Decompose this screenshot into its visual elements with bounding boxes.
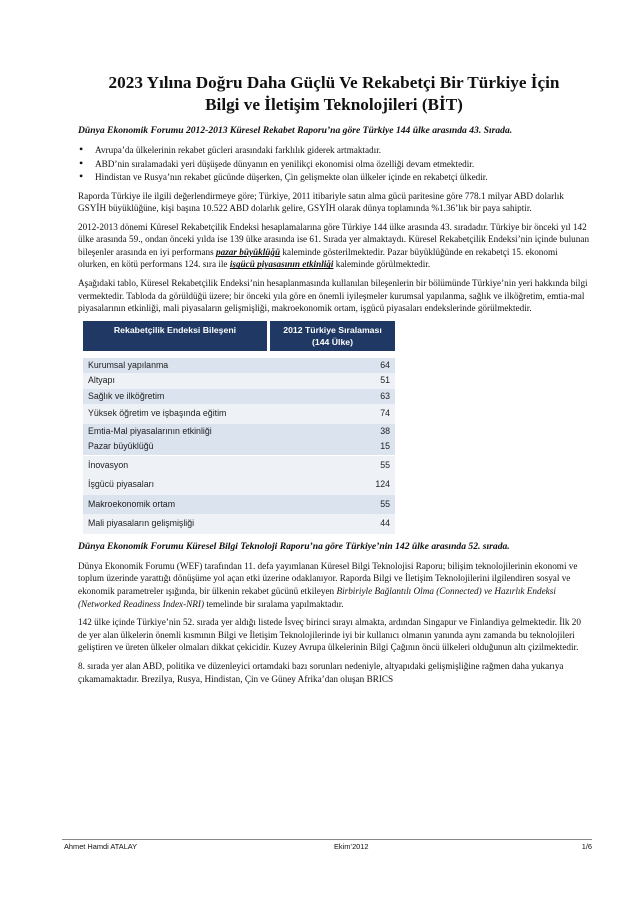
- row-label: Mali piyasaların gelişmişliği: [83, 514, 270, 534]
- page-footer: [62, 842, 592, 856]
- section-heading-it-report: Dünya Ekonomik Forumu Küresel Bilgi Teknoloji Raporu’na göre Türkiye’nin 142 ülke arasında 52. sırada.: [78, 540, 510, 552]
- row-label: Makroekonomik ortam: [83, 495, 270, 515]
- table-row: [83, 439, 395, 456]
- row-label: Yüksek öğretim ve işbaşında eğitim: [83, 404, 270, 424]
- competitiveness-table: [83, 321, 395, 534]
- footer-divider: [62, 839, 592, 840]
- row-label: İnovasyon: [83, 456, 270, 476]
- table-row: [83, 424, 395, 440]
- paragraph-text: kaleminde görülmektedir.: [333, 259, 431, 270]
- row-value: 44: [270, 514, 395, 534]
- emphasis-nri: Birbiriyle Bağlantılı Olma (Connected) ve Hazırlık Endeksi (Networked Readiness Index-NRI): [78, 586, 556, 609]
- row-label: Altyapı: [83, 373, 270, 389]
- table-row: [83, 456, 395, 476]
- row-label: Kurumsal yapılanma: [83, 358, 270, 374]
- section-heading-competitiveness: Dünya Ekonomik Forumu 2012-2013 Küresel Rekabet Raporu’na göre Türkiye 144 ülke arasında 43. Sırada.: [78, 125, 513, 136]
- row-value: 51: [270, 373, 395, 389]
- table-header: [83, 321, 395, 351]
- paragraph-wef-report: [78, 560, 590, 610]
- paragraph-ranking: [78, 221, 590, 271]
- bullet-item: • Avrupa’da ülkelerinin rekabet gücleri arasındaki farklılık giderek artmaktadır.: [78, 144, 590, 158]
- paragraph-gdp: Raporda Türkiye ile ilgili değerlendirmeye göre; Türkiye, 2011 itibariyle satın alma gücü paritesine göre 778.1 milyar ABD dolarlık GSYİH büyüklüğüne, kişi başına 10.522 ABD dolarlık gelire, GSYİH olarak dünya toplamında %1.36’lık bir paya sahiptir.: [78, 190, 564, 214]
- column-header-component: Rekabetçilik Endeksi Bileşeni: [83, 321, 270, 351]
- row-label: Sağlık ve ilköğretim: [83, 389, 270, 405]
- paragraph-text: Dünya Ekonomik Forumu (WEF) tarafından 11. defa yayımlanan Küresel Bilgi Teknolojisi Raporu; bilişim teknolojilerinin ekonomi ve toplum üzerinde yarattığı dönüşüme yol açan etki üzerine odaklanıyor. Raporda Bilgi ve İletişim Teknolojilerini ilgilendiren sosyal ve ekonomik parametreler ışığında, bir ülkenin rekabet gücünü etkileyen: [78, 560, 578, 597]
- row-label: Pazar büyüklüğü: [83, 439, 270, 456]
- bullet-item: • Hindistan ve Rusya’nın rekabet gücünde düşerken, Çin gelişmekte olan ülkeler içinde en rekabetçi ülkedir.: [78, 171, 590, 185]
- paragraph-text: kaleminde gösterilmektedir. Pazar büyüklüğünde en rekabetçi 15. ekonomi olurken, en kötü performans 124. sıra ile: [78, 246, 558, 270]
- row-value: 15: [270, 439, 395, 456]
- table-row: [83, 358, 395, 374]
- row-value: 63: [270, 389, 395, 405]
- row-label: Emtia-Mal piyasalarının etkinliği: [83, 424, 270, 440]
- bullet-item: • ABD’nin sıralamadaki yeri düşüşede dünyanın en yenilikçi ekonomisi olma özelliği devam etmektedir.: [78, 158, 590, 172]
- paragraph-rankings-list: 142 ülke içinde Türkiye’nin 52. sırada yer aldığı listede İsveç birinci sırayı almakta, ardından Singapur ve Finlandiya gelmektedir. İlk 20 de yer alan ülkelerin önemli kısmının Bilgi ve İletişim Teknolojilerinde iyi bir kullanıcı olmanın yanında aynı zamanda bu teknolojileri geliştiren ve üreten ülkeler olmaları dikkat çekicidir. Kuzey Avrupa ülkelerinin Bilgi Çağının öncü ülkeleri olduğunun altı çizilmektedir.: [78, 617, 581, 653]
- column-header-ranking-line2: (144 Ülke): [311, 336, 354, 347]
- row-value: 124: [270, 475, 395, 495]
- column-header-ranking: [270, 321, 395, 351]
- paragraph-text: temelinde bir sıralama yapılmaktadır.: [204, 598, 344, 609]
- title-line-2: Bilgi ve İletişim Teknolojileri (BİT): [205, 95, 463, 114]
- paragraph-table-intro: Aşağıdaki tablo, Küresel Rekabetçilik Endeksi’nin hesaplanmasında kullanılan bileşenlerin bir bölümünde Türkiye’nin yeri hakkında bilgi vermektedir. Tabloda da görüldüğü üzere; bir önceki yıla göre en önemli iyileşmeler kurumsal yapılanma, sağlık ve ilköğretim, emtia-mal piyasalarının etkinliği, mali piyasaların gelişmişliği, makroekonomik ortam, işgücü piyasaları endekslerinde görülmektedir.: [78, 278, 588, 314]
- row-value: 55: [270, 495, 395, 515]
- table-row: [83, 389, 395, 405]
- document-title: [78, 72, 590, 116]
- table-row: [83, 404, 395, 424]
- row-label: İşgücü piyasaları: [83, 475, 270, 495]
- footer-author: Ahmet Hamdi ATALAY: [64, 842, 138, 851]
- emphasis-labor-market: işgücü piyasasının etkinliği: [229, 259, 334, 270]
- bullet-list: [78, 144, 590, 185]
- footer-date: Ekim’2012: [334, 842, 369, 851]
- table-row: [83, 475, 395, 495]
- document-page: [78, 72, 590, 691]
- paragraph-usa-brics: 8. sırada yer alan ABD, politika ve düzenleyici ortamdaki bazı sorunları nedeniyle, altyapıdaki gelişmişliğine rağmen daha yukarıya çıkamamaktadır. Brezilya, Rusya, Hindistan, Çin ve Güney Afrika’dan oluşan BRICS: [78, 661, 564, 684]
- paragraph-text: 2012-2013 dönemi Küresel Rekabetçilik Endeksi hesaplamalarına göre Türkiye 144 ülke arasında 43. sıradadır. Türkiye bir önceki yıl 142 ülke arasında 59., ondan önceki yılda ise 139 ülke arasında ise 61. Sırada yer almaktaydı. Küresel Rekabetçilik Endeksi’nin içinde bulunan bileşenler arasında en iyi performans: [78, 221, 590, 257]
- table-row: [83, 373, 395, 389]
- row-value: 64: [270, 358, 395, 374]
- table-row: [83, 495, 395, 515]
- column-header-ranking-line1: 2012 Türkiye Sıralaması: [283, 324, 382, 335]
- row-value: 74: [270, 404, 395, 424]
- footer-page-number: 1/6: [581, 842, 592, 851]
- table-row: [83, 514, 395, 534]
- row-value: 38: [270, 424, 395, 440]
- row-value: 55: [270, 456, 395, 476]
- title-line-1: 2023 Yılına Doğru Daha Güçlü Ve Rekabetçi Bir Türkiye İçin: [108, 73, 560, 92]
- emphasis-market-size: pazar büyüklüğü: [216, 246, 281, 257]
